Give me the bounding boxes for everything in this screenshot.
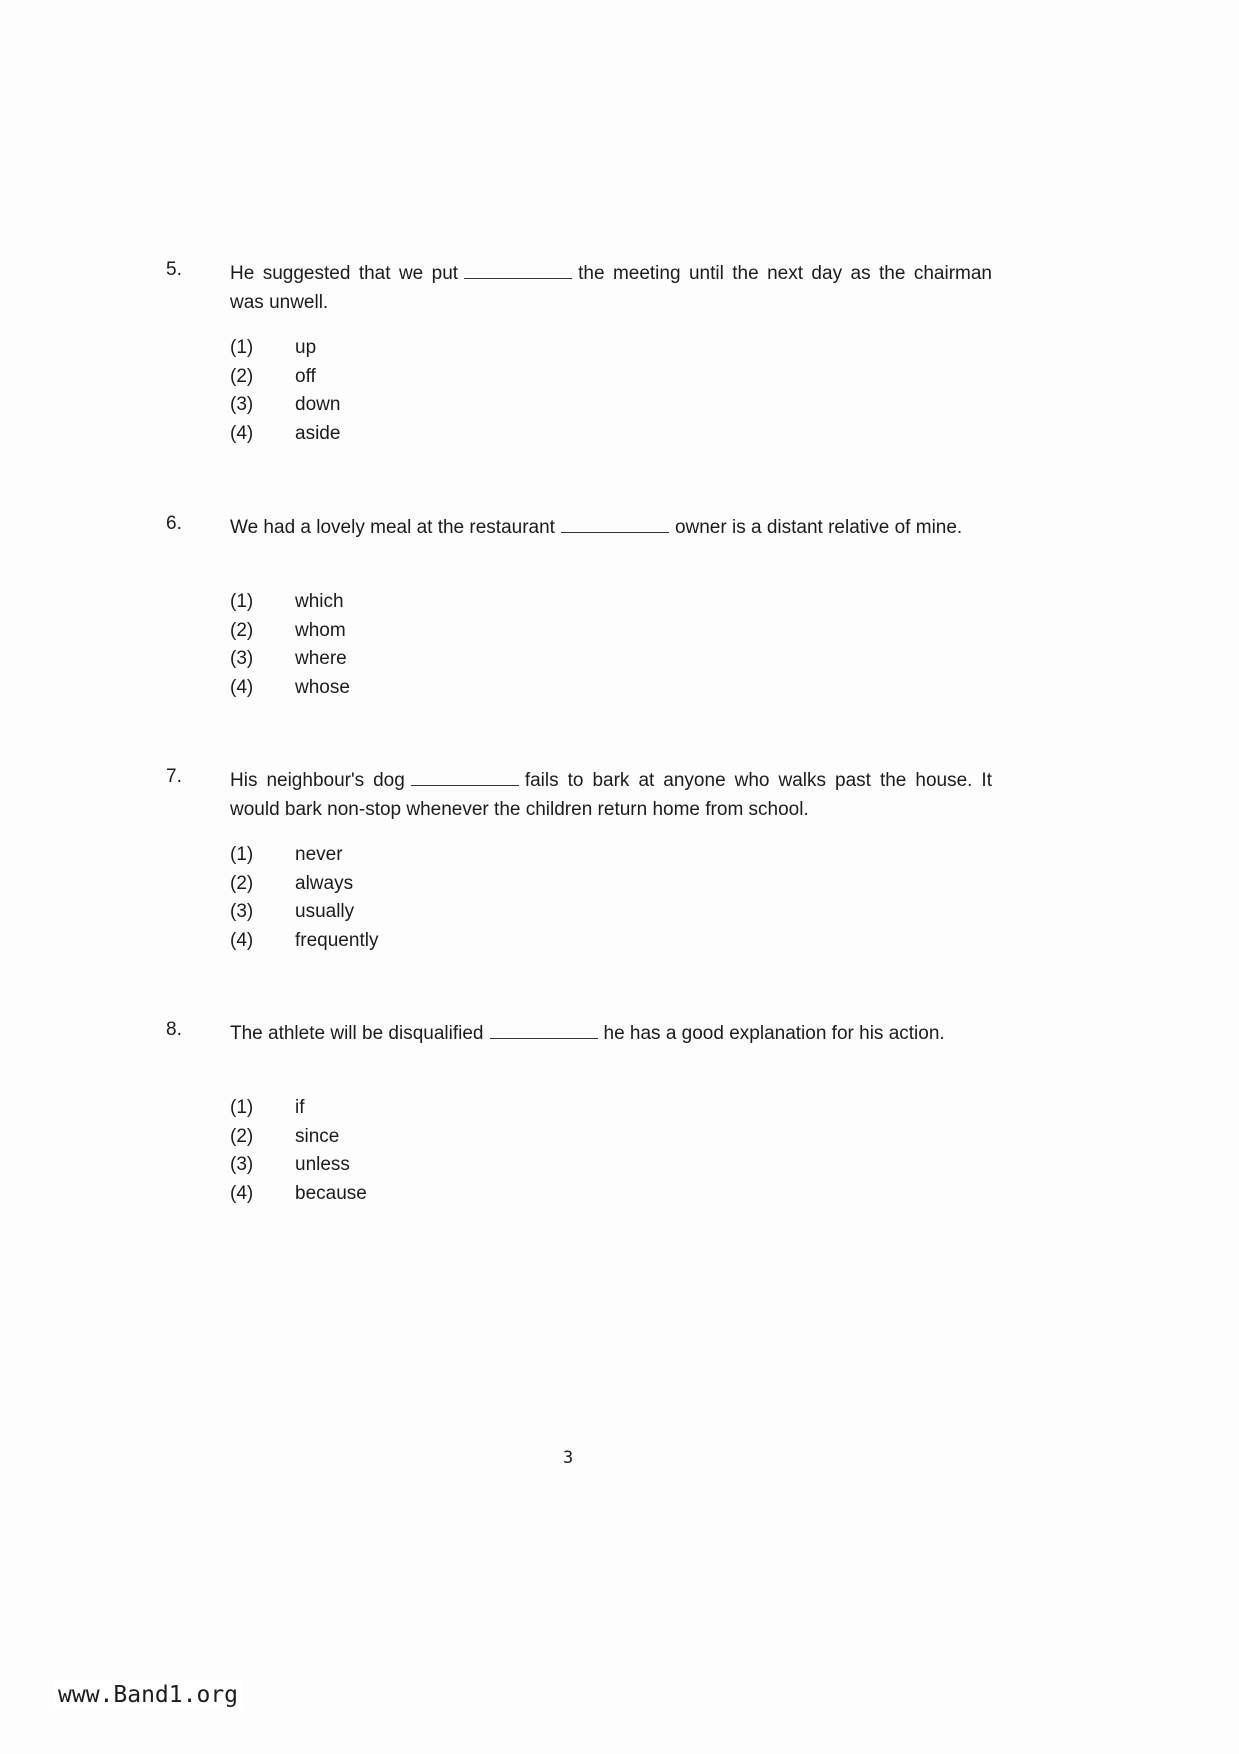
option-text: up [295,337,317,358]
question-stem [230,1019,992,1048]
option-item [230,677,530,706]
option-label: (3) [230,648,254,669]
option-text: always [295,872,354,894]
option-label: (3) [230,1154,254,1175]
option-item [230,591,530,620]
option-text: never [295,844,343,865]
option-text: aside [295,422,341,444]
option-item [230,394,530,423]
stem-before: His neighbour's dog [230,770,405,791]
options-list [230,1097,530,1211]
option-label: (1) [230,337,254,358]
option-label: (2) [230,365,254,387]
question-number: 6. [166,513,182,534]
option-item [230,1154,530,1183]
option-text: whom [295,619,346,641]
question-stem [230,766,992,824]
stem-after: owner is a distant relative of mine. [674,517,963,538]
option-item [230,844,530,873]
option-label: (4) [230,676,254,698]
options-list [230,337,530,451]
option-text: if [295,1097,305,1118]
option-label: (2) [230,619,254,641]
page-number: 3 [563,1448,574,1468]
stem-before: The athlete will be disqualified [230,1023,484,1044]
option-text: which [295,591,344,612]
option-label: (1) [230,844,254,865]
option-item [230,873,530,902]
options-list [230,844,530,958]
option-text: whose [295,676,350,698]
stem-before: He suggested that we put [230,263,459,284]
option-label: (4) [230,422,254,444]
option-label: (1) [230,1097,254,1118]
option-label: (4) [230,1182,254,1204]
option-text: unless [295,1154,350,1175]
question-stem [230,513,992,542]
option-item [230,648,530,677]
stem-after: the meeting until the next day as the chairman was unwell. [230,263,992,313]
options-list [230,591,530,705]
option-item [230,366,530,395]
option-item [230,1097,530,1126]
option-label: (3) [230,901,254,922]
option-text: where [295,648,347,669]
option-item [230,901,530,930]
option-text: down [295,394,341,415]
answer-blank [561,516,669,533]
option-text: frequently [295,929,379,951]
option-item [230,930,530,959]
answer-blank [490,1022,598,1039]
watermark: www.Band1.org [54,1680,242,1710]
option-label: (2) [230,1125,254,1147]
option-text: because [295,1182,367,1204]
answer-blank [464,262,572,279]
option-item [230,620,530,649]
question-stem [230,259,992,317]
option-text: since [295,1125,340,1147]
option-item [230,1183,530,1212]
option-text: usually [295,901,355,922]
question-number: 8. [166,1019,182,1040]
question-number: 5. [166,259,182,280]
stem-after: fails to bark at anyone who walks past the house. It would bark non-stop whenever the children return home from school. [230,770,992,820]
option-label: (3) [230,394,254,415]
option-item [230,1126,530,1155]
option-label: (2) [230,872,254,894]
option-label: (1) [230,591,254,612]
option-text: off [295,365,316,387]
stem-before: We had a lovely meal at the restaurant [230,517,555,538]
option-item [230,423,530,452]
option-item [230,337,530,366]
option-label: (4) [230,929,254,951]
question-number: 7. [166,766,182,787]
answer-blank [411,769,519,786]
stem-after: he has a good explanation for his action. [603,1023,945,1044]
